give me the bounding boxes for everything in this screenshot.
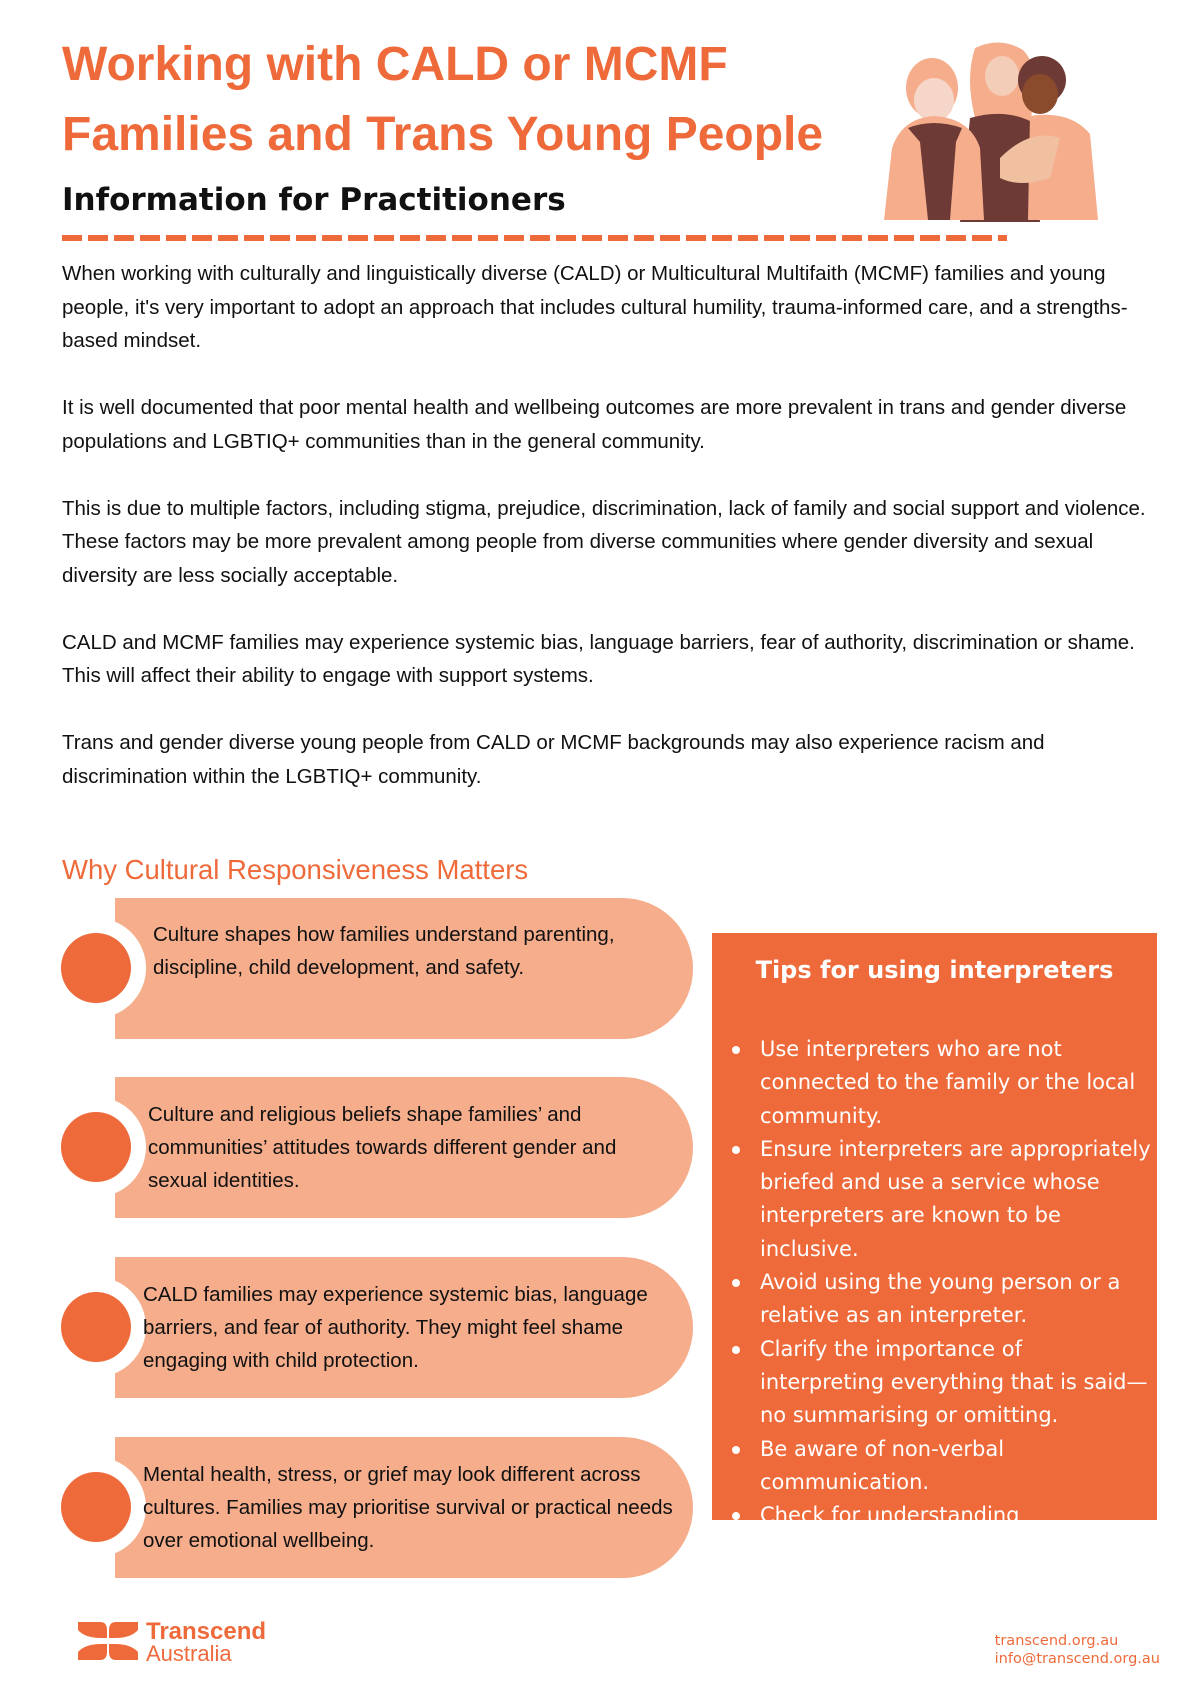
intro-paragraph: Trans and gender diverse young people from CALD or MCMF backgrounds may also experience racism and discrimination within the LGBTIQ+ community. — [62, 731, 1045, 788]
tips-item-text: Be aware of non-verbal communication. — [760, 1436, 1005, 1494]
tips-item — [712, 1133, 1157, 1266]
tips-item — [712, 1499, 1157, 1532]
transcend-logo[interactable] — [78, 1620, 338, 1666]
circle-bullet-icon — [61, 1112, 131, 1182]
page-title-line-1: Working with CALD or MCMF — [62, 38, 728, 91]
intro-paragraph: When working with culturally and linguistically diverse (CALD) or Multicultural Multifaith (MCMF) families and young people, it's very important to adopt an approach that includes cultural humility, trauma-informed care, and a strengths-based mindset. — [62, 262, 1128, 352]
cultural-point-text: Culture and religious beliefs shape families’ and communities’ attitudes towards different gender and sexual identities. — [148, 1103, 617, 1192]
contact-info — [995, 1632, 1160, 1668]
tips-item — [712, 1266, 1157, 1333]
tips-item-text: Clarify the importance of interpreting everything that is said—no summarising or omitting. — [760, 1336, 1148, 1428]
bullet-icon — [732, 1146, 740, 1154]
logo-subtitle: Australia — [146, 1641, 232, 1666]
intro-paragraph: It is well documented that poor mental health and wellbeing outcomes are more prevalent in trans and gender diverse populations and LGBTIQ+ communities than in the general community. — [62, 396, 1127, 453]
tips-list — [712, 1033, 1157, 1532]
tips-item-text: Use interpreters who are not connected to the family or the local community. — [760, 1037, 1136, 1128]
website-link[interactable]: transcend.org.au — [994, 1633, 1119, 1649]
cultural-point-text: Mental health, stress, or grief may look different across cultures. Families may prioritise survival or practical needs over emotional wellbeing. — [143, 1463, 673, 1552]
tips-title: Tips for using interpreters — [755, 956, 1114, 984]
bullet-icon — [732, 1346, 740, 1354]
logo-name: Transcend — [146, 1618, 267, 1645]
section-heading: Why Cultural Responsiveness Matters — [62, 854, 529, 885]
page-subtitle: Information for Practitioners — [62, 182, 566, 218]
intro-paragraph: CALD and MCMF families may experience systemic bias, language barriers, fear of authority, discrimination or shame. This will affect their ability to engage with support systems. — [62, 630, 1135, 687]
cultural-point-text: CALD families may experience systemic bias, language barriers, and fear of authority. They might feel shame engaging with child protection. — [143, 1283, 648, 1372]
three-people-illustration-icon — [880, 38, 1130, 223]
tips-item-text: Avoid using the young person or a relative as an interpreter. — [760, 1270, 1121, 1328]
interpreter-tips-box — [712, 933, 1157, 1528]
page-title-line-2: Families and Trans Young People — [62, 108, 824, 161]
tips-item — [712, 1033, 1157, 1133]
circle-bullet-icon — [61, 933, 131, 1003]
tips-item — [712, 1333, 1157, 1433]
bullet-icon — [732, 1046, 740, 1054]
circle-bullet-icon — [61, 1472, 131, 1542]
bullet-icon — [732, 1446, 740, 1454]
bullet-icon — [732, 1512, 740, 1520]
intro-paragraph: This is due to multiple factors, including stigma, prejudice, discrimination, lack of family and social support and violence. These factors may be more prevalent among people from diverse communities where gender diversity and sexual diversity are less socially acceptable. — [62, 496, 1146, 587]
tips-item-text: Ensure interpreters are appropriately briefed and use a service whose interpreters are known to be inclusive. — [760, 1136, 1151, 1261]
dashed-divider — [62, 235, 1007, 241]
page-title — [62, 30, 823, 170]
intro-text — [62, 257, 1152, 827]
cultural-point-text: Culture shapes how families understand parenting, discipline, child development, and safety. — [153, 923, 615, 979]
tips-item-text: Check for understanding — [760, 1503, 1020, 1528]
bullet-icon — [732, 1279, 740, 1287]
butterfly-logo-icon — [78, 1620, 138, 1662]
email-link[interactable]: info@transcend.org.au — [994, 1651, 1160, 1667]
tips-item — [712, 1433, 1157, 1500]
circle-bullet-icon — [61, 1292, 131, 1362]
